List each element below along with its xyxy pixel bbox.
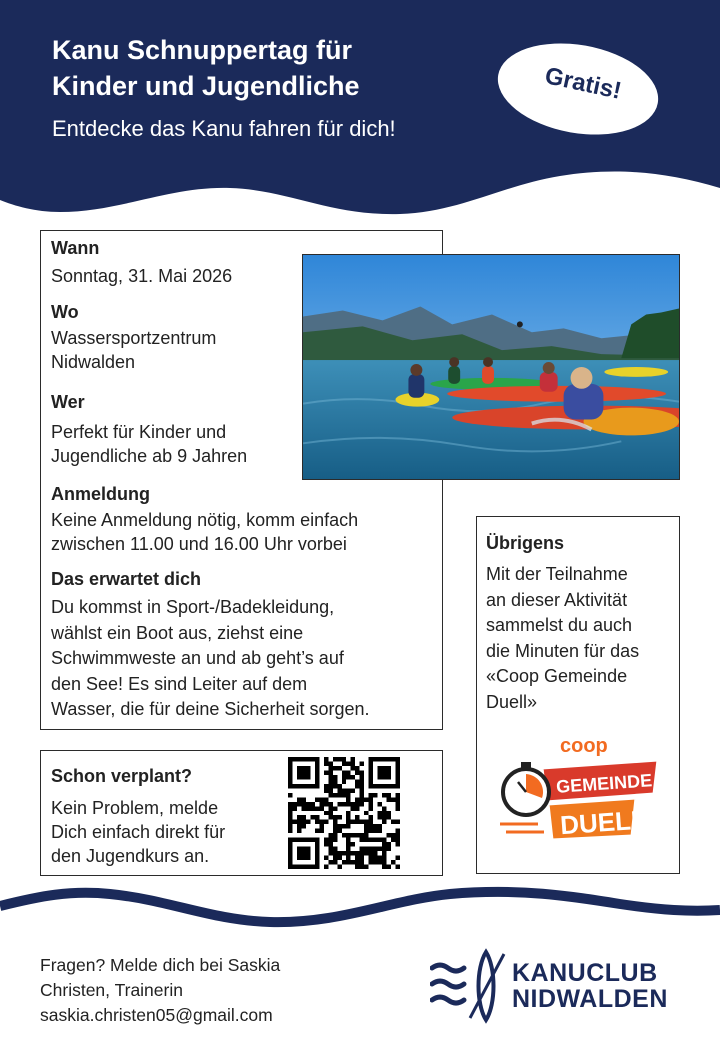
where-label: Wo (51, 302, 79, 322)
kayak-photo (302, 254, 680, 480)
where-line-2: Nidwalden (51, 352, 136, 372)
kanuclub-name (512, 960, 668, 1012)
footer-wave (0, 876, 720, 936)
side-line-2: an dieser Aktivität (486, 589, 628, 610)
expect-line-2: wählst ein Boot aus, ziehst eine (51, 622, 304, 643)
title-line-2: Kinder und Jugendliche (52, 71, 360, 101)
who-label: Wer (51, 392, 85, 412)
flyer-subtitle: Entdecke das Kanu fahren für dich! (52, 116, 396, 141)
who-line-2: Jugendliche ab 9 Jahren (51, 446, 248, 466)
where-line-1: Wassersportzentrum (51, 328, 217, 348)
coop-gemeinde-duell-logo (498, 732, 664, 846)
expect-value (51, 595, 370, 723)
coop-brand-text: coop (560, 735, 608, 757)
plan-label: Schon verplant? (51, 766, 193, 786)
plan-line-2: Dich einfach direkt für (51, 822, 226, 842)
registration-line-1: Keine Anmeldung nötig, komm einfach (51, 510, 359, 530)
who-line-1: Perfekt für Kinder und (51, 422, 227, 442)
plan-text (51, 796, 225, 868)
contact-line-2: Christen, Trainerin (40, 980, 183, 1000)
registration-label: Anmeldung (51, 484, 150, 504)
where-value (51, 326, 216, 374)
side-line-3: sammelst du auch (486, 615, 633, 635)
expect-label: Das erwartet dich (51, 569, 202, 589)
gemeinde-text: GEMEINDE (555, 770, 653, 797)
side-label: Übrigens (486, 533, 565, 553)
registration-value (51, 508, 358, 556)
plan-line-1: Kein Problem, melde (51, 798, 219, 818)
expect-line-1: Du kommst in Sport-/Badekleidung, (51, 597, 335, 617)
club-line-1: KANUCLUB (512, 959, 658, 987)
qr-code[interactable] (288, 757, 400, 869)
expect-line-4: den See! Es sind Leiter auf dem (51, 673, 308, 694)
contact-info (40, 953, 280, 1028)
kanuclub-kayak-icon (430, 948, 510, 1024)
when-label: Wann (51, 238, 100, 258)
contact-email[interactable]: saskia.christen05@gmail.com (40, 1005, 273, 1025)
side-line-1: Mit der Teilnahme (486, 564, 628, 584)
side-line-5: «Coop Gemeinde (486, 666, 628, 686)
when-value: Sonntag, 31. Mai 2026 (51, 266, 233, 286)
expect-line-5: Wasser, die für deine Sicherheit sorgen. (51, 699, 370, 719)
who-value (51, 420, 247, 468)
duell-text: DUELL (559, 804, 648, 841)
plan-line-3: den Jugendkurs an. (51, 846, 210, 866)
registration-line-2: zwischen 11.00 und 16.00 Uhr vorbei (51, 534, 347, 554)
club-line-2: NIDWALDEN (512, 985, 668, 1013)
flyer-title (52, 32, 360, 104)
title-line-1: Kanu Schnuppertag für (52, 35, 353, 65)
side-line-4: die Minuten für das (486, 640, 640, 661)
contact-line-1: Fragen? Melde dich bei Saskia (40, 955, 281, 975)
side-line-6: Duell» (486, 691, 538, 712)
gratis-badge-label: Gratis! (542, 62, 624, 105)
side-text (486, 562, 639, 715)
expect-line-3: Schwimmweste an und ab geht’s auf (51, 648, 344, 668)
